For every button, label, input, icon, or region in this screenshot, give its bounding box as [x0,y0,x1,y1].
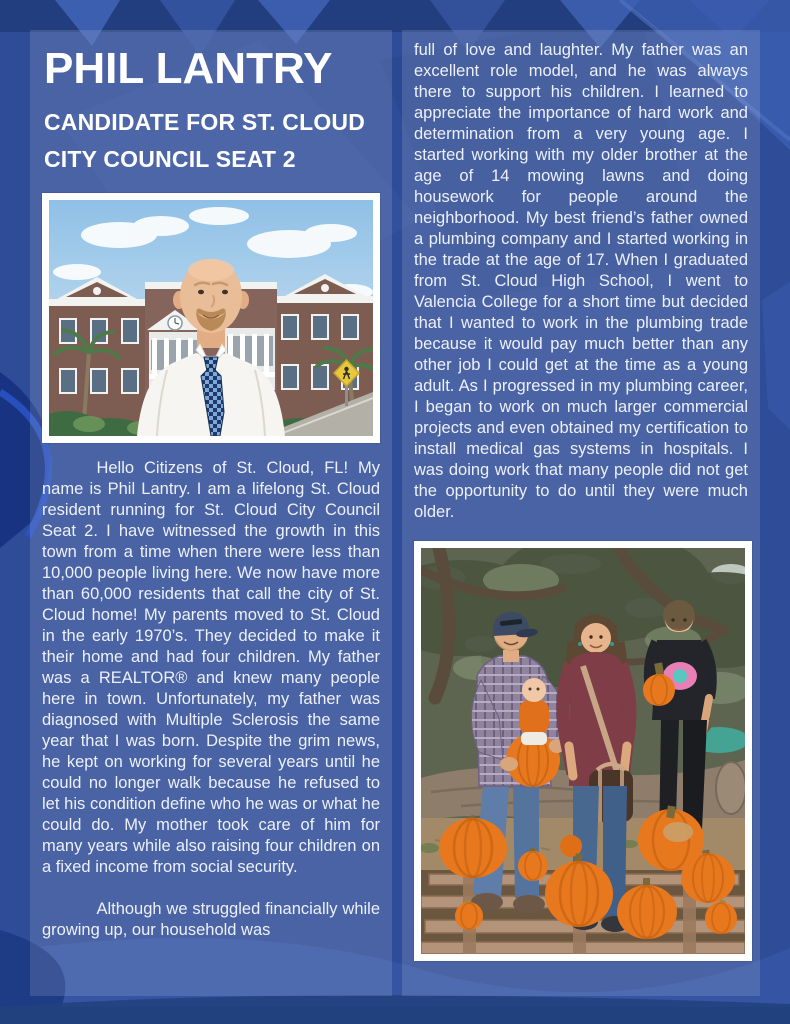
family-pumpkin-photo [414,541,752,961]
bio-paragraph-3: full of love and laughter. My father was an excellent role model, and he was always there to support his children. I learned to appreciate the importance of hard work and determination from a very young age. I started working with my older brother at the age of 14 mowing lawns and doing housework for people around the neighborhood. My best friend’s father owned a plumbing company and I started working in the trade at the age of 17. When I graduated from St. Cloud High School, I went to Valencia College for a short time but decided that I wanted to work in the plumbing trade because it would pay much better than any other job I could get at the time as a young adult. As I progressed in my plumbing career, I began to work on much larger commercial projects and even obtained my certification to install medical gas systems in hospitals. I was doing work that many people did not get the opportunity to do until they were much older. [414,41,748,521]
left-column-panel [30,30,392,996]
bio-paragraph-1: Hello Citizens of St. Cloud, FL! My name is Phil Lantry. I am a lifelong St. Cloud resident running for St. Cloud City Council Seat 2. I have witnessed the growth in this town from a time when there were less than 10,000 people living here. We now have more than 60,000 residents that call the city of St. Cloud home! My parents moved to St. Cloud in the early 1970’s. They decided to make it their home and had four children. My father was a REALTOR® and knew many people here in town. Unfortunately, my father was diagnosed with Multiple Sclerosis the same year that I was born. Despite the grim news, he kept on working for several years until he could no longer walk because he refused to let his condition define who he was or what he could do. My mother took care of him for many years while also raising four children on a fixed income from social security. [42,459,380,877]
family-illustration [421,548,745,954]
subtitle-line-2: CITY COUNCIL SEAT 2 [44,146,296,173]
subtitle-line-1: CANDIDATE FOR ST. CLOUD [44,109,366,136]
candidate-portrait-photo [42,193,380,443]
right-column-panel [402,30,760,996]
bio-paragraph-2: Although we struggled financially while growing up, our household was [42,900,380,940]
page-title: PHIL LANTRY [44,44,333,93]
portrait-illustration [49,200,373,436]
candidate-subtitle [44,104,380,178]
